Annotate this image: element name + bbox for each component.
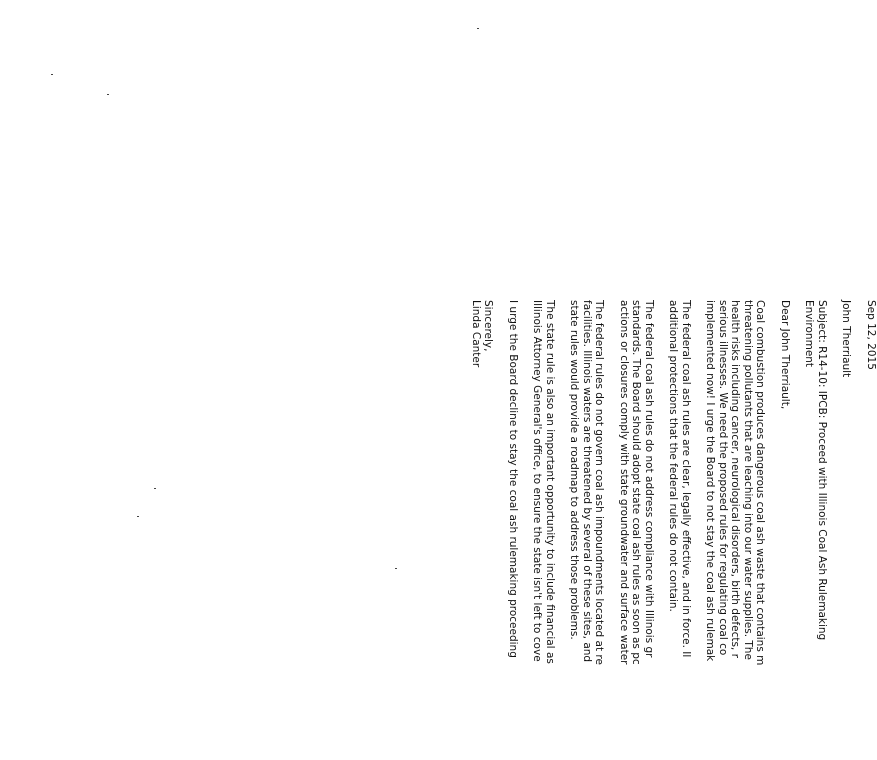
paragraph-6: I urge the Board decline to stay the coal ash rulemaking proceeding [507,300,520,760]
paragraph-line: implemented now! I urge the Board to not stay the coal ash rulemak [704,300,717,760]
paragraph-1 [704,300,767,760]
paragraph-4 [568,300,606,760]
letter-subject-continued: Environment [803,300,816,760]
letter-date: Sep 12, 2015 [865,300,877,760]
paragraph-line: additional protections that the federal rules do not contain. [667,300,680,760]
letter-closing: Sincerely, [482,300,495,760]
scan-speck [137,516,139,517]
paragraph-line: Coal combustion produces dangerous coal ash waste that contains m [754,300,767,760]
paragraph-line: standards. The Board should adopt state coal ash rules as soon as pc [630,300,643,760]
letter-subject: Subject: R14-10: IPCB: Proceed with Illinois Coal Ash Rulemaking [816,300,829,760]
paragraph-line: health risks including cancer, neurological disorders, birth defects, r [729,300,742,760]
scan-speck [51,74,53,75]
scan-speck [154,488,156,489]
letter-signature: Linda Canter [470,300,483,760]
scan-speck [477,28,479,29]
paragraph-line: The federal rules do not govern coal ash impoundments located at re [593,300,606,760]
letter-recipient: John Therriault [840,300,853,760]
scan-speck [107,94,109,95]
paragraph-5 [531,300,556,760]
paragraph-line: state rules would provide a roadmap to address those problems. [568,300,581,760]
paragraph-line: The state rule is also an important opportunity to include financial as [544,300,557,760]
scan-speck [395,568,397,569]
paragraph-line: serious illnesses. We need the proposed rules for regulating coal co [717,300,730,760]
paragraph-2 [667,300,692,760]
paragraph-line: facilities. Illinois waters are threatened by several of these sites, and [581,300,594,760]
paragraph-line: threatening pollutants that are leaching into our water supplies. The [742,300,755,760]
paragraph-line: actions or closures comply with state groundwater and surface water [618,300,631,760]
letter-salutation: Dear John Therriault, [779,300,792,760]
paragraph-line: The federal coal ash rules are clear, legally effective, and in force. Il [680,300,693,760]
paragraph-line: Illinois Attorney General's office, to ensure the state isn't left to cove [531,300,544,760]
paragraph-line: The federal coal ash rules do not address compliance with Illinois gr [643,300,656,760]
letter-body [567,300,877,760]
paragraph-3 [618,300,656,760]
